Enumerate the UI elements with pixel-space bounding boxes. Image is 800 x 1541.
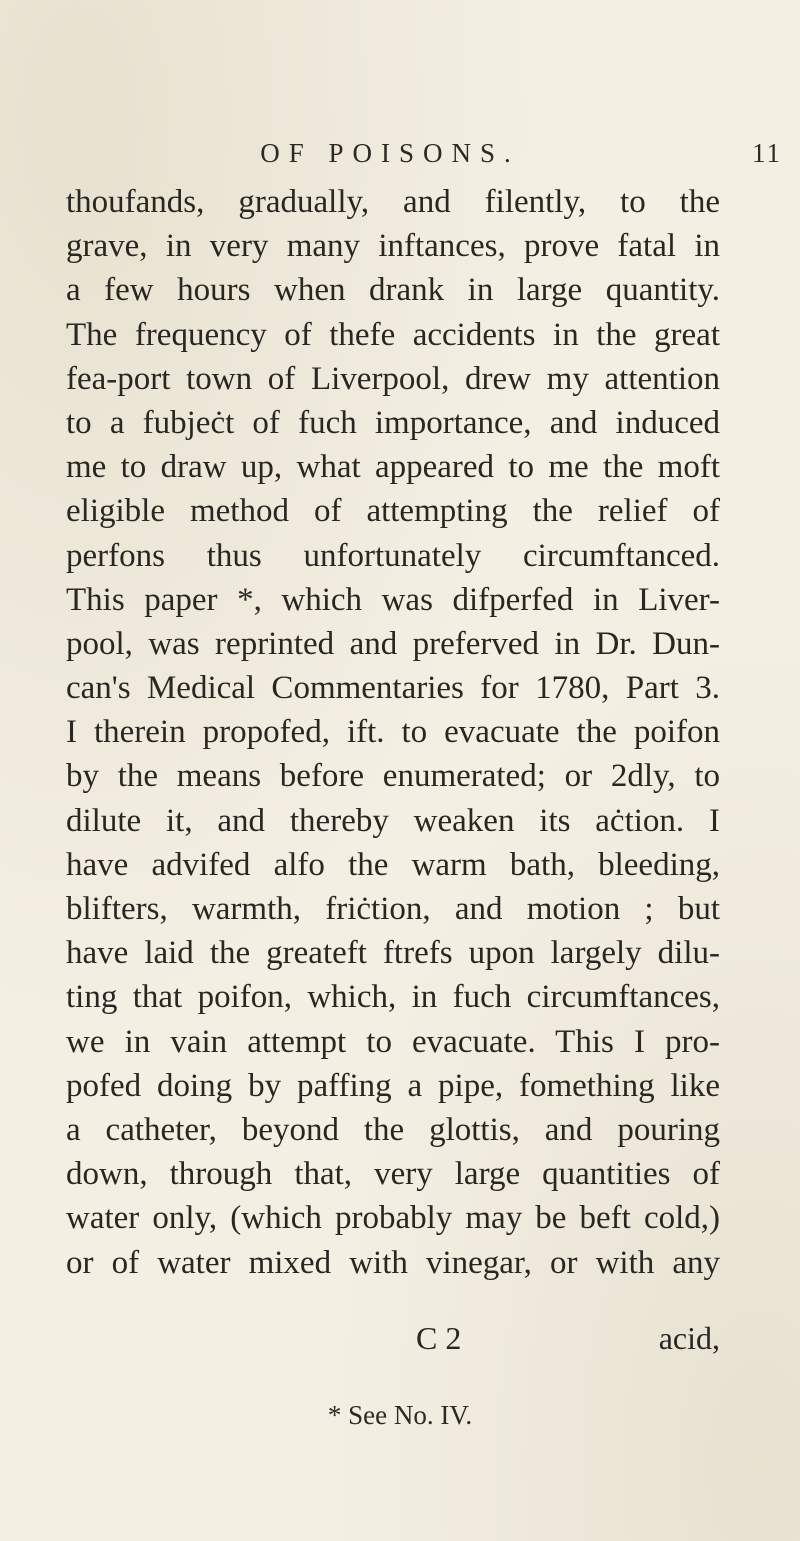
text-line: me to draw up, what appeared to me the moft xyxy=(66,449,720,486)
running-head xyxy=(0,138,800,178)
text-line: pofed doing by paffing a pipe, fomething like xyxy=(66,1067,720,1104)
text-line: eligible method of attempting the relief of xyxy=(66,493,720,530)
page-number: 11 xyxy=(752,138,782,168)
signature-row xyxy=(66,1320,720,1366)
text-line: can's Medical Commentaries for 1780, Part 3. xyxy=(66,670,720,707)
running-title: OF POISONS. xyxy=(260,138,520,168)
text-line: grave, in very many inftances, prove fatal in xyxy=(66,228,720,265)
text-line: I therein propofed, ift. to evacuate the poifon xyxy=(66,714,720,751)
text-line: we in vain attempt to evacuate. This I pro- xyxy=(66,1023,720,1060)
text-line: The frequency of thefe accidents in the great xyxy=(66,316,720,353)
text-line: have laid the greateft ftrefs upon largely dilu- xyxy=(66,935,720,972)
text-line: a few hours when drank in large quantity. xyxy=(66,272,720,309)
text-line: by the means before enumerated; or 2dly, to xyxy=(66,758,720,795)
signature-mark: C 2 xyxy=(416,1320,462,1356)
footnote: * See No. IV. xyxy=(327,1400,473,1430)
text-line: have advifed alfo the warm bath, bleeding, xyxy=(66,846,720,883)
text-line: This paper *, which was difperfed in Liver- xyxy=(66,581,720,618)
text-line: down, through that, very large quantities of xyxy=(66,1156,720,1193)
body-text xyxy=(66,180,720,1285)
text-line: fea-port town of Liverpool, drew my attention xyxy=(66,360,720,397)
text-line: water only, (which probably may be beft cold,) xyxy=(66,1200,720,1237)
text-line: blifters, warmth, friċtion, and motion ; but xyxy=(66,891,720,927)
text-line: dilute it, and thereby weaken its aċtion. I xyxy=(66,802,720,839)
text-line: a catheter, beyond the glottis, and pouring xyxy=(66,1111,720,1148)
text-line: thoufands, gradually, and filently, to the xyxy=(66,184,720,220)
text-line: or of water mixed with vinegar, or with any xyxy=(66,1244,720,1281)
text-line: to a fubjeċt of fuch importance, and induced xyxy=(66,404,720,441)
catchword: acid, xyxy=(658,1320,720,1356)
text-line: perfons thus unfortunately circumftanced. xyxy=(66,537,720,574)
text-line: pool, was reprinted and preferved in Dr. Dun- xyxy=(66,625,720,662)
text-line: ting that poifon, which, in fuch circumftances, xyxy=(66,979,720,1016)
